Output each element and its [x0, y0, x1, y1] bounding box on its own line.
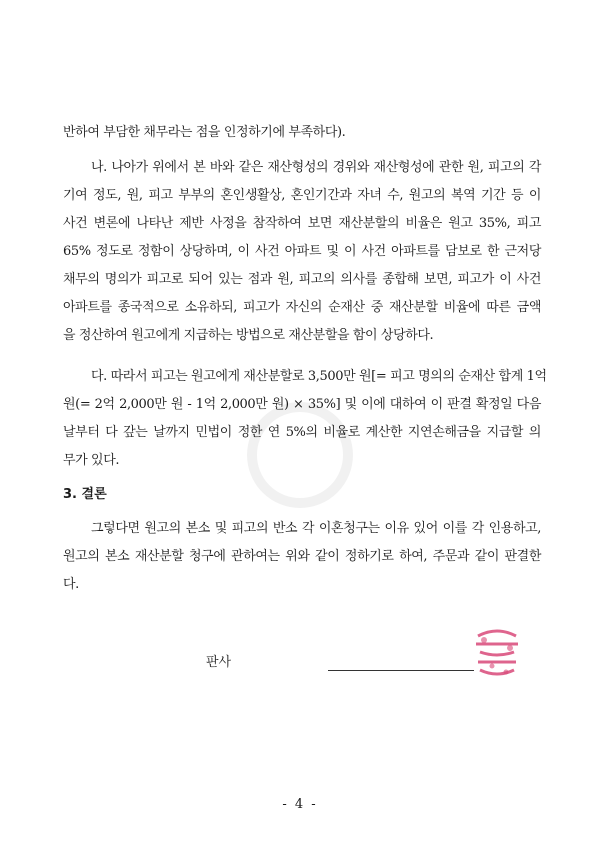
body-line-10: 원(= 2억 2,000만 원 - 1억 2,000만 원) × 35%] 및 이에 대하여 이 판결 확정일 다음 — [63, 397, 541, 412]
judge-label: 판사 — [206, 655, 232, 670]
conclusion-line-3: 다. — [63, 577, 79, 592]
body-line-5: 65% 정도로 정함이 상당하며, 이 사건 아파트 및 이 사건 아파트를 담보로 한 근저당 — [63, 244, 541, 259]
body-line-11: 날부터 다 갚는 날까지 민법이 정한 연 5%의 비율로 계산한 지연손해금을 지급할 의 — [63, 425, 541, 440]
body-line-2: 나. 나아가 위에서 본 바와 같은 재산형성의 경위와 재산형성에 관한 원, 피고의 각 — [91, 160, 541, 175]
signature-line — [328, 670, 474, 671]
body-line-4: 사건 변론에 나타난 제반 사정을 참작하여 보면 재산분할의 비율은 원고 35%, 피고 — [63, 216, 541, 231]
body-line-1: 반하여 부담한 채무라는 점을 인정하기에 부족하다). — [63, 125, 346, 140]
conclusion-line-1: 그렇다면 원고의 본소 및 피고의 반소 각 이혼청구는 이유 있어 이를 각 인용하고, — [91, 521, 541, 536]
body-line-8: 을 정산하여 원고에게 지급하는 방법으로 재산분할을 함이 상당하다. — [63, 328, 434, 343]
page-number: - 4 - — [282, 797, 318, 812]
judge-seal-stamp — [470, 622, 524, 680]
conclusion-line-2: 원고의 본소 재산분할 청구에 관하여는 위와 같이 정하기로 하여, 주문과 같이 판결한 — [63, 549, 541, 564]
body-line-9: 다. 따라서 피고는 원고에게 재산분할로 3,500만 원[= 피고 명의의 순재산 합계 1억 — [91, 369, 547, 384]
body-line-12: 무가 있다. — [63, 453, 120, 468]
body-line-3: 기여 정도, 원, 피고 부부의 혼인생활상, 혼인기간과 자녀 수, 원고의 복역 기간 등 이 — [63, 188, 541, 203]
body-line-6: 채무의 명의가 피고로 되어 있는 점과 원, 피고의 의사를 종합해 보면, 피고가 이 사건 — [63, 272, 541, 287]
body-line-7: 아파트를 종국적으로 소유하되, 피고가 자신의 순재산 중 재산분할 비율에 따른 금액 — [63, 300, 541, 315]
section-heading: 3. 결론 — [63, 487, 107, 502]
